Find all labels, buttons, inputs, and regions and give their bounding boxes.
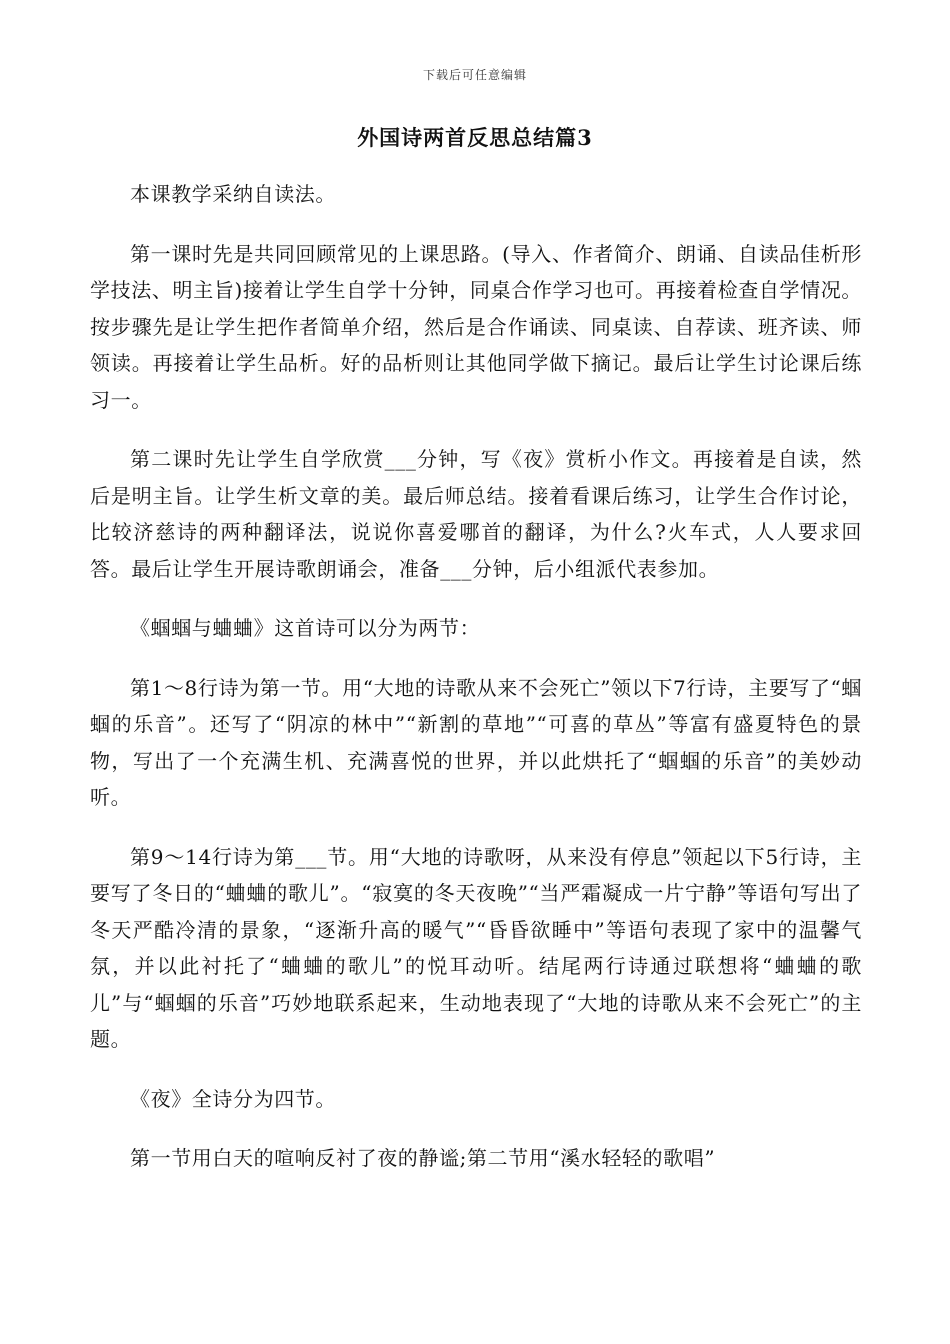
paragraph: 《夜》全诗分为四节。	[130, 1086, 336, 1111]
paragraph: 本课教学采纳自读法。	[130, 182, 336, 206]
paragraph: 第一课时先是共同回顾常见的上课思路。(导入、作者简介、朗诵、自读品佳析形学技法、明主旨)接着让学生自学十分钟，同桌合作学习也可。再接着检查自学情况。按步骤先是让学生把作者简单介绍，然后是合作诵读、同桌读、自荐读、班齐读、师领读。再接着让学生品析。好的品析则让其他同学做下摘记。最后让学生讨论课后练习一。	[90, 241, 862, 412]
paragraph: 《蝈蝈与蛐蛐》这首诗可以分为两节：	[130, 616, 481, 640]
paragraph: 第二课时先让学生自学欣赏___分钟，写《夜》赏析小作文。再接着是自读，然后是明主旨。让学生析文章的美。最后师总结。接着看课后练习，让学生合作讨论，比较济慈诗的两种翻译法，说说你喜爱哪首的翻译，为什么?火车式，人人要求回答。最后让学生开展诗歌朗诵会，准备___分钟，后小组派代表参加。	[90, 447, 862, 581]
paragraph: 第1～8行诗为第一节。用“大地的诗歌从来不会死亡”领以下7行诗，主要写了“蝈蝈的乐音”。还写了“阴凉的林中”“新割的草地”“可喜的草丛”等富有盛夏特色的景物，写出了一个充满生机、充满喜悦的世界，并以此烘托了“蝈蝈的乐音”的美妙动听。	[90, 675, 862, 809]
paragraph: 第一节用白天的喧响反衬了夜的静谧;第二节用“溪水轻轻的歌唱”	[130, 1146, 716, 1170]
document-body	[90, 176, 862, 1200]
paragraph: 第9～14行诗为第___节。用“大地的诗歌呀，从来没有停息”领起以下5行诗，主要写了冬日的“蛐蛐的歌儿”。“寂寞的冬天夜晚”“当严霜凝成一片宁静”等语句写出了冬天严酷冷清的景象，“逐渐升高的暖气”“昏昏欲睡中”等语句表现了家中的温馨气氛，并以此衬托了“蛐蛐的歌儿”的悦耳动听。结尾两行诗通过联想将“蛐蛐的歌儿”与“蝈蝈的乐音”巧妙地联系起来，生动地表现了“大地的诗歌从来不会死亡”的主题。	[90, 844, 862, 1051]
header-note: 下载后可任意编辑	[422, 68, 527, 82]
document-title: 外国诗两首反思总结篇3	[357, 125, 593, 150]
